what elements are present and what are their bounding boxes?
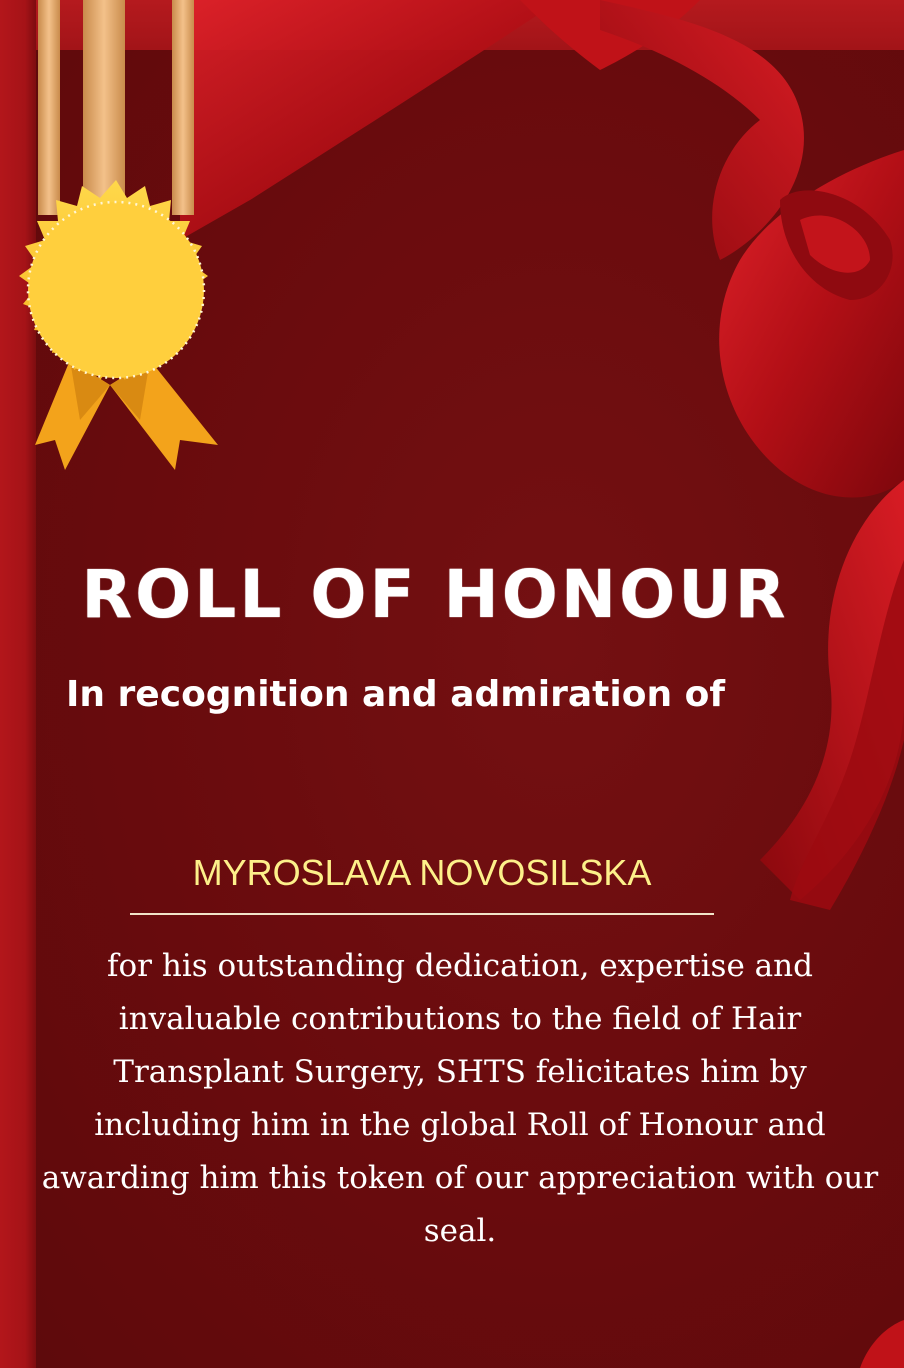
citation-text: for his outstanding dedication, expertise and invaluable contributions to the field of Hair Transplant Surgery, SHTS felicitates him by including him in the global Roll of Honour and awarding him this token of our appreciation with our seal. — [41, 948, 879, 1249]
recipient-underline — [130, 913, 714, 915]
certificate-title: ROLL OF HONOUR — [81, 556, 789, 633]
certificate-subtitle: In recognition and admiration of — [66, 674, 726, 715]
gold-seal-medal-icon — [0, 0, 240, 480]
recipient-name: MYROSLAVA NOVOSILSKA — [192, 852, 652, 893]
